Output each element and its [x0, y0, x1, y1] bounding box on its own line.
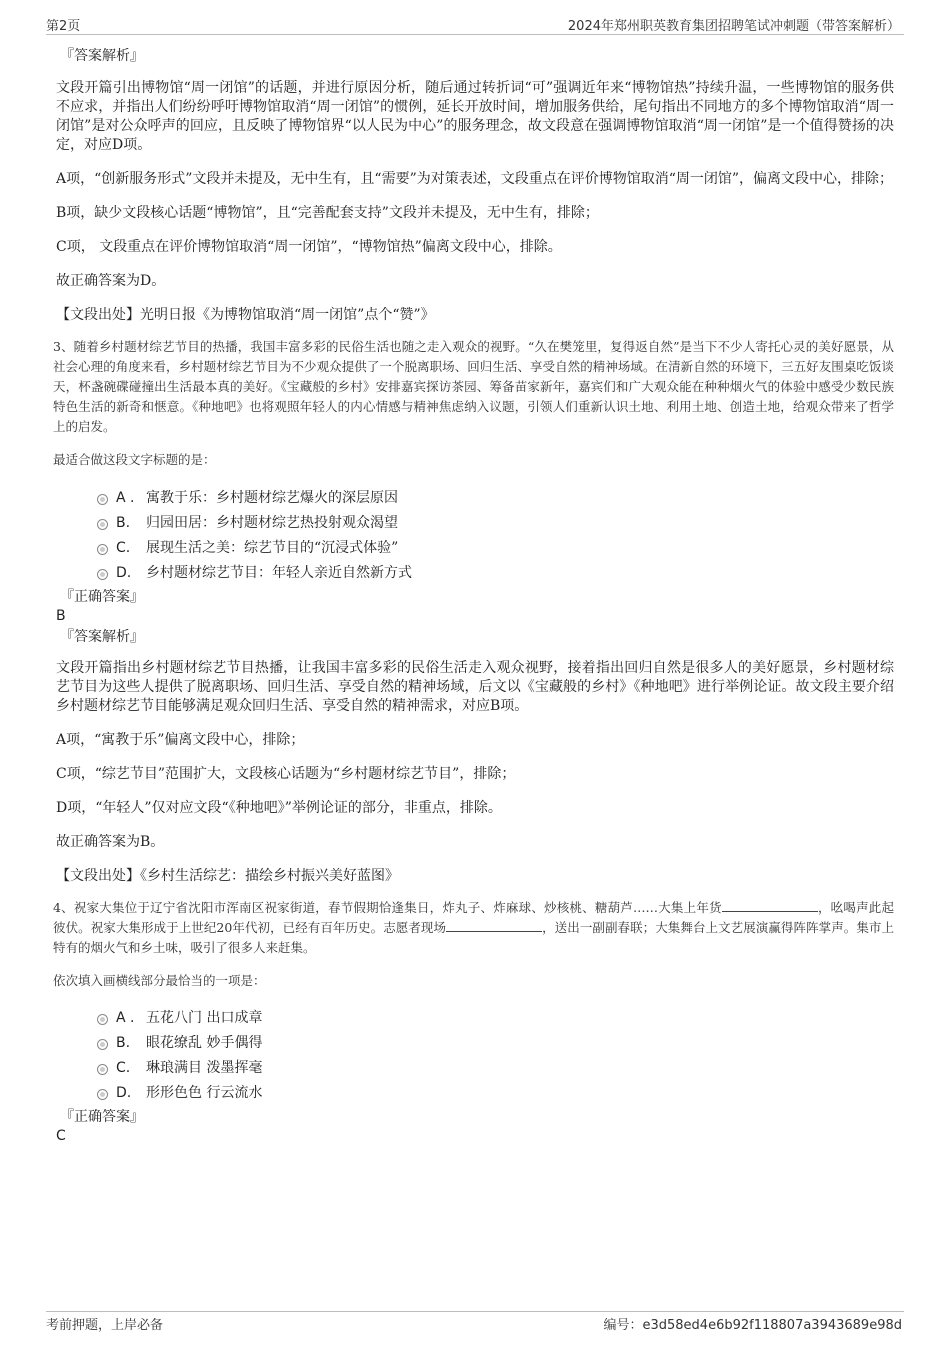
radio-icon[interactable]	[97, 1064, 108, 1075]
q3-conclusion: 故正确答案为B。	[56, 834, 165, 850]
page-content	[53, 46, 894, 1146]
q2-analysis-label: 『答案解析』	[60, 48, 144, 64]
q4-prompt: 依次填入画横线部分最恰当的一项是：	[53, 973, 266, 988]
q3-analysis-label: 『答案解析』	[60, 629, 144, 645]
radio-icon[interactable]	[97, 519, 108, 530]
radio-icon[interactable]	[97, 1089, 108, 1100]
q3-note-a: A项，“寓教于乐”偏离文段中心，排除；	[56, 732, 305, 748]
q3-options	[56, 486, 894, 586]
radio-icon[interactable]	[97, 494, 108, 505]
q3-answer: B	[56, 608, 66, 624]
q3-note-c: C项，“综艺节目”范围扩大，文段核心话题为“乡村题材综艺节目”，排除；	[56, 766, 516, 782]
document-code: 编号：e3d58ed4e6b92f118807a3943689e98d	[603, 1318, 902, 1333]
fill-blank-2	[446, 919, 542, 932]
q4-answer-label: 『正确答案』	[60, 1109, 144, 1125]
q3-analysis-text: 文段开篇指出乡村题材综艺节目热播，让我国丰富多彩的民俗生活走入观众视野，接着指出回归自然是很多人的美好愿景，乡村题材综艺节目为这些人提供了脱离职场、回归生活、享受自然的精神场域，后文以《宝藏般的乡村》《种地吧》进行举例论证。故文段主要介绍乡村题材综艺节目能够满足观众回归生活、享受自然的精神需求，对应B项。	[56, 660, 894, 714]
q4-stem: 4、祝家大集位于辽宁省沈阳市浑南区祝家街道，春节假期恰逢集日，炸丸子、炸麻球、炒核桃、糖葫芦……大集上年货 ，吆喝声此起彼伏。祝家大集形成于上世纪20年代初，已经有百年历史。志愿者现场 ，送出一副副春联；大集舞台上文艺展演赢得阵阵掌声。集市上特有的烟火气和乡土味，吸引了很多人来赶集。	[53, 900, 894, 955]
q2-analysis-text: 文段开篇引出博物馆“周一闭馆”的话题，并进行原因分析，随后通过转折词“可”强调近年来“博物馆热”持续升温，一些博物馆的服务供不应求，并指出人们纷纷呼吁博物馆取消“周一闭馆”的惯例，延长开放时间，增加服务供给，尾句指出不同地方的多个博物馆取消“周一闭馆”是对公众呼声的回应，且反映了博物馆界“以人民为中心”的服务理念，故文段意在强调博物馆取消“周一闭馆”是一个值得赞扬的决定，对应D项。	[56, 80, 894, 153]
q4-option-c[interactable]: C. 琳琅满目 泼墨挥毫	[56, 1056, 894, 1081]
q2-note-b: B项，缺少文段核心话题“博物馆”，且“完善配套支持”文段并未提及，无中生有，排除；	[56, 205, 599, 221]
radio-icon[interactable]	[97, 544, 108, 555]
q4-answer: C	[56, 1128, 66, 1144]
q2-note-c: C项， 文段重点在评价博物馆取消“周一闭馆”，“博物馆热”偏离文段中心，排除。	[56, 239, 562, 255]
q3-option-a[interactable]: A . 寓教于乐：乡村题材综艺爆火的深层原因	[56, 486, 894, 511]
q3-prompt: 最适合做这段文字标题的是：	[53, 452, 216, 467]
q4-option-d[interactable]: D. 形形色色 行云流水	[56, 1081, 894, 1106]
radio-icon[interactable]	[97, 1039, 108, 1050]
page-footer	[46, 1311, 904, 1332]
q2-source: 【文段出处】光明日报《为博物馆取消“周一闭馆”点个“赞”》	[56, 307, 435, 323]
q3-option-d[interactable]: D. 乡村题材综艺节目：年轻人亲近自然新方式	[56, 561, 894, 586]
footer-slogan: 考前押题，上岸必备	[46, 1318, 164, 1333]
q4-options	[56, 1006, 894, 1106]
fill-blank-1	[722, 899, 818, 912]
document-title: 2024年郑州职英教育集团招聘笔试冲刺题（带答案解析）	[567, 19, 900, 34]
q2-conclusion: 故正确答案为D。	[56, 273, 166, 289]
radio-icon[interactable]	[97, 1014, 108, 1025]
q4-option-b[interactable]: B. 眼花缭乱 妙手偶得	[56, 1031, 894, 1056]
page-number: 第2页	[46, 19, 81, 34]
q3-source: 【文段出处】《乡村生活综艺：描绘乡村振兴美好蓝图》	[56, 868, 399, 884]
q3-answer-label: 『正确答案』	[60, 589, 144, 605]
q2-note-a: A项，“创新服务形式”文段并未提及，无中生有，且“需要”为对策表述，文段重点在评价博物馆取消“周一闭馆”，偏离文段中心，排除；	[56, 171, 894, 187]
radio-icon[interactable]	[97, 569, 108, 580]
q3-option-c[interactable]: C. 展现生活之美：综艺节目的“沉浸式体验”	[56, 536, 894, 561]
page-header	[46, 14, 904, 35]
q3-note-d: D项，“年轻人”仅对应文段“《种地吧》”举例论证的部分，非重点，排除。	[56, 800, 502, 816]
q4-option-a[interactable]: A . 五花八门 出口成章	[56, 1006, 894, 1031]
q3-stem: 3、随着乡村题材综艺节目的热播，我国丰富多彩的民俗生活也随之走入观众的视野。“久在樊笼里，复得返自然”是当下不少人寄托心灵的美好愿景，从社会心理的角度来看，乡村题材综艺节目为不少观众提供了一个脱离职场、回归生活、享受自然的精神场域。在清新自然的环境下，三五好友围桌吃饭谈天，杯盏碗碟碰撞出生活最本真的美好。《宝藏般的乡村》安排嘉宾探访茶园、筹备苗家新年，嘉宾们和广大观众能在种种烟火气的体验中感受少数民族特色生活的新奇和惬意。《种地吧》也将观照年轻人的内心情感与精神焦虑纳入议题，引领人们重新认识土地、利用土地、创造土地，给观众带来了哲学上的启发。	[53, 339, 894, 434]
q3-option-b[interactable]: B. 归园田居：乡村题材综艺热投射观众渴望	[56, 511, 894, 536]
